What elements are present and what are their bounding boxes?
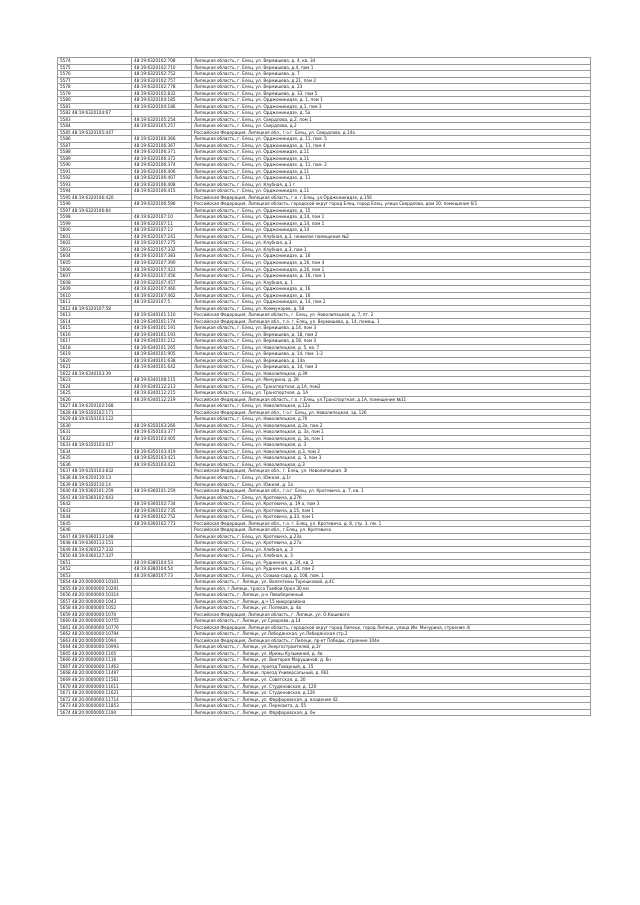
row-number-cell: 5588 [58,149,132,156]
registry-rows [58,58,591,716]
cadastral-number-cell: 48:19:6350103:421 [132,455,192,462]
address-cell: Липецкая область, г. Липецк, ул. Виктория Марушиной, д. 6н [192,657,591,664]
address-cell: Липецкая область, г. Елец, ул. Клубная, д.3, нежилое помещение №2 [192,233,591,240]
cadastral-number-cell: 48:19:6320107:423 [132,266,192,273]
cadastral-number-cell: 48:19:6320107:5 [132,299,192,306]
row-number-cell: 5667 48:20:0000000:11463 [58,663,132,670]
row-number-cell: 5606 [58,266,132,273]
address-cell: Липецкая область, г. Липецк, ул. Пересвета, д. 55 [192,703,591,710]
row-number-cell: 5578 [58,84,132,91]
row-number-cell: 5648 48:19:6360113:151 [58,540,132,547]
address-cell: Липецкая область, г. Елец, ул. Клубная, д.1 г [192,181,591,188]
row-number-cell: 5592 [58,175,132,182]
address-cell: Липецкая область, г. Елец, ул. Новолипецкая, д. 3 [192,442,591,449]
row-number-cell: 5643 [58,507,132,514]
row-number-cell: 5632 [58,435,132,442]
row-number-cell: 5646 [58,527,132,534]
row-number-cell: 5663 48:20:0000000:1094 [58,637,132,644]
address-cell: Липецкая область, г. Елец, ул. Новолипецкая, д. 3а, пом 1 [192,435,591,442]
cadastral-number-cell: 48:19:6320107:390 [132,259,192,266]
row-number-cell: 5584 [58,123,132,130]
address-cell: Липецкая область, г. Елец, ул. Орджоникидзе, д.16, пом 1 [192,266,591,273]
address-cell: Липецкая область, г. Елец, ул. Рудничная, д.24, пом 2 [192,566,591,573]
address-cell: Липецкая область, г. Елец, ул. Кротевича, д.23а [192,533,591,540]
row-number-cell: 5616 [58,331,132,338]
row-number-cell: 5650 48:19:6360127:337 [58,553,132,560]
row-number-cell: 5636 [58,461,132,468]
cadastral-number-cell: 48:19:6320107:12 [132,227,192,234]
row-number-cell: 5623 [58,377,132,384]
row-number-cell: 5629 48:19:6350103:122 [58,416,132,423]
row-number-cell: 5574 [58,58,132,65]
cadastral-number-cell: 48:19:6340101:265 [132,344,192,351]
row-number-cell: 5597 48:19:6320106:84 [58,207,132,214]
row-number-cell: 5633 48:19:6350103:417 [58,442,132,449]
address-cell: Липецкая область, г. Елец, ул. Вермишева, д. 7 [192,71,591,78]
address-cell: Липецкая область, г. Елец, ул. Вермишева, д. 14а [192,357,591,364]
row-number-cell: 5672 48:20:0000000:11714 [58,696,132,703]
address-cell: Липецкая область, г. Елец, ул. Орджоникидзе, д.14, пом 1 [192,220,591,227]
row-number-cell: 5659 48:20:0000000:1070 [58,611,132,618]
cadastral-number-cell: 48:19:6320107:10 [132,214,192,221]
cadastral-number-cell: 48:19:6320104:186 [132,103,192,110]
address-cell: Липецкая область, г. Елец, ул. Клубная, д.3 [192,240,591,247]
address-cell: Липецкая область, г. Елец, ул. Орджоникидзе, д. 16 [192,286,591,293]
cadastral-number-cell: 48:19:6320102:757 [132,77,192,84]
address-cell: Липецкая область, г. Елец, ул. Орджоникидзе, д.11 [192,168,591,175]
row-number-cell: 5586 [58,136,132,143]
row-number-cell: 5639 48:19:6350110:14 [58,481,132,488]
address-cell: Российская Федерация, Липецкая обл., г.о. г. Елец, ул. Вермишева, д. 14, помещ. 1 [192,318,591,325]
row-number-cell: 5660 48:20:0000000:10755 [58,618,132,625]
address-cell: Липецкая область, г. Елец, ул. Кротевича, д.27а [192,540,591,547]
row-number-cell: 5634 [58,448,132,455]
address-cell: Липецкая область, г. Елец, ул. Созыва-сада, д. 108, пом. 1 [192,572,591,579]
address-cell: Российская Федерация, Липецкая обл., г.о.г. Елец, ул. Кротевича, д. 7, кв. 1 [192,488,591,495]
row-number-cell: 5656 48:20:0000000:10314 [58,592,132,599]
address-cell: Липецкая область, г. Елец, ул. Кротевича, д. 19 а, пом 3 [192,501,591,508]
address-cell: Липецкая область, г. Елец, ул. Орджоникидзе, д.14 [192,227,591,234]
address-cell: Липецкая область, г. Елец, ул. Вермишева, д. 14, пом 3 [192,364,591,371]
address-cell: Липецкая область, г. Елец, ул. Клубная, д. 1 [192,279,591,286]
row-number-cell: 5630 [58,422,132,429]
address-cell: Российская Федерация, Липецкая обл., г.о. г. Елец, ул. Кротевича, д. 8, стр. 3, пм. 1 [192,520,591,527]
registry-table [57,57,591,716]
cadastral-number-cell: 48:19:6320106:371 [132,149,192,156]
address-cell: Липецкая область, г. Елец, ул. Транспортная, д.1А, пом2 [192,383,591,390]
address-cell: Российская Федерация, Липецкая область, городской округ город Липецк, город Липецк, улица Им. Мичурина, строение 4/ [192,624,591,631]
cadastral-number-cell: 48:19:6320106:374 [132,162,192,169]
cadastral-number-cell: 48:19:6320106:407 [132,175,192,182]
address-cell: Липецкая область, г. Елец, ул. Южная, д. 1а [192,481,591,488]
address-cell: Липецкая область, г. Липецк, ул. Ирины Кузьминой, д. 4в [192,650,591,657]
cadastral-number-cell: 48:19:6350103:419 [132,448,192,455]
cadastral-number-cell: 48:19:6320106:366 [132,136,192,143]
address-cell: Липецкая область, г. Елец, ул. Вермишева, д. 23 [192,84,591,91]
row-number-cell: 5611 [58,299,132,306]
cadastral-number-cell: 48:19:6350103:405 [132,435,192,442]
row-number-cell: 5575 [58,64,132,71]
row-number-cell: 5671 48:20:0000000:11621 [58,690,132,697]
address-cell: Липецкая область, г. Елец, ул. Орджоникидзе, д. 5а [192,110,591,117]
address-cell: Липецкая область, г. Елец, ул. Вермишева, д. 14, пом. 1-2 [192,351,591,358]
row-number-cell: 5657 48:20:0000000:1043 [58,598,132,605]
address-cell: Липецкая область, г. Елец, ул. Новолипецкая, д.3а, пом 2 [192,422,591,429]
row-number-cell: 5642 [58,501,132,508]
row-number-cell: 5610 [58,292,132,299]
address-cell: Липецкая область, г. Елец, ул. Клубная, д.3, пом 1 [192,246,591,253]
cadastral-number-cell: 48:19:6360102:773 [132,520,192,527]
row-number-cell: 5604 [58,253,132,260]
address-cell: Российская Федерация, Липецкая обл., г.Елец, ул. Кротевича [192,527,591,534]
address-cell: Липецкая область, г. Елец, ул. Новолипецкая, д. 3, пом 3 [192,455,591,462]
row-number-cell: 5653 [58,572,132,579]
row-number-cell: 5590 [58,162,132,169]
cadastral-number-cell: 48:19:6360102:734 [132,501,192,508]
address-cell: Липецкая область, г. Елец, ул. Хлебная, д. 3 [192,546,591,553]
cadastral-number-cell: 48:19:6350103:422 [132,461,192,468]
cadastral-number-cell: 48:19:6320107:457 [132,279,192,286]
address-cell: Липецкая область, г. Липецк, ул.Лебедянская, ул.Лебедянская стр.2 [192,631,591,638]
address-cell: Липецкая область, г. Липецк, ул. Студеновская, д.12б [192,690,591,697]
row-number-cell: 5640 48:19:6360101:259 [58,488,132,495]
address-cell: Липецкая область, г. Елец, ул. Рудничная, д. 24, кв. 2 [192,559,591,566]
address-cell: Липецкая область, г. Липецк, проезд Универсальный, д. 6б1 [192,670,591,677]
row-number-cell: 5585 48:19:6320105:447 [58,129,132,136]
row-number-cell: 5619 [58,351,132,358]
row-number-cell: 5674 48:20:0000000:1190 [58,709,132,716]
row-number-cell: 5658 48:20:0000000:1052 [58,605,132,612]
address-cell: Российская Федерация, Липецкая область, г.о. г.Елец, ул.Транспортная, д.1А, помещение №11 [192,396,591,403]
row-number-cell: 5617 [58,338,132,345]
cadastral-number-cell: 48:19:6320102:708 [132,58,192,65]
cadastral-number-cell: 48:19:6340101:193 [132,331,192,338]
address-cell: Липецкая обл, г.Липецк, трасса Тамбов-Орел 30 км [192,585,591,592]
row-number-cell: 5591 [58,168,132,175]
address-cell: Российская Федерация, Липецкая область, г. Липецк, ул. О.Кошевого [192,611,591,618]
address-cell: Липецкая область, г. Елец, ул. Вермишева, д.4, пом 1 [192,64,591,71]
address-cell: Липецкая область, г. Елец, ул. Орджоникидзе, д.16, пом 4 [192,259,591,266]
row-number-cell: 5576 [58,71,132,78]
cadastral-number-cell: 48:19:6360101:259 [132,488,192,495]
row-number-cell: 5620 [58,357,132,364]
address-cell: Российская Федерация, Липецкая область, городской округ город Елец, город Елец, улица Свердлова, дом 10, помещение 6/1 [192,201,591,208]
address-cell: Липецкая область, г. Елец, ул. Орджоникидзе, д. 14, пом 2 [192,299,591,306]
row-number-cell: 5673 48:20:0000000:11853 [58,703,132,710]
address-cell: Липецкая область, г. Елец, ул. Новолипецкая, д.7б [192,416,591,423]
cadastral-number-cell: 48:19:6340101:905 [132,351,192,358]
address-cell: Липецкая область, г. Елец, ул. Кротевича, д.33, пом 1 [192,514,591,521]
cadastral-number-cell: 48:19:6340101:212 [132,338,192,345]
row-number-cell: 5595 48:19:6320106:420 [58,194,132,201]
cadastral-number-cell: 48:19:6350103:377 [132,429,192,436]
row-number-cell: 5614 [58,318,132,325]
address-cell: Липецкая область, г. Елец, ул. Новолипецкая, д. 3а, пом 1 [192,429,591,436]
row-number-cell: 5582 48:19:6320104:67 [58,110,132,117]
row-number-cell: 5665 48:20:0000000:1105 [58,650,132,657]
address-cell: Липецкая область, г. Елец, ул. Новолипецкая, д.39 [192,370,591,377]
address-cell: Липецкая область, г. Липецк, ул.Энергостроителей, д.3г [192,644,591,651]
cadastral-number-cell: 48:19:6340108:115 [132,377,192,384]
cadastral-number-cell: 48:19:6380107:73 [132,572,192,579]
cadastral-number-cell: 48:19:6320102:710 [132,64,192,71]
cadastral-number-cell: 48:19:6320107:241 [132,233,192,240]
row-number-cell: 5612 48:19:6320107:58 [58,305,132,312]
row-number-cell: 5587 [58,142,132,149]
address-cell: Липецкая область, г. Елец, ул. Орджоникидзе, д. 11, пом 4 [192,142,591,149]
cadastral-number-cell: 48:19:6320104:185 [132,97,192,104]
cadastral-number-cell: 48:19:6320107:11 [132,220,192,227]
row-number-cell: 5641 48:19:6360102:643 [58,494,132,501]
row-number-cell: 5579 [58,90,132,97]
cadastral-number-cell: 48:19:6350103:266 [132,422,192,429]
cadastral-number-cell: 48:19:6320107:462 [132,292,192,299]
address-cell: Липецкая область, г. Елец, ул. Вермишева, д.14, пом 3 [192,325,591,332]
row-number-cell: 5602 [58,240,132,247]
row-number-cell: 5622 48:19:6340103:39 [58,370,132,377]
address-cell: Липецкая область, г. Елец, ул. Мичурина, д. 2б [192,377,591,384]
cadastral-number-cell: 48:19:6320106:596 [132,201,192,208]
cadastral-number-cell: 48:19:6340101:110 [132,312,192,319]
address-cell: Липецкая область, г. Липецк, ул. Валентины Терешковой, д.4С [192,579,591,586]
cadastral-number-cell: 48:19:6320105:257 [132,123,192,130]
cadastral-number-cell: 48:19:6340112:219 [132,396,192,403]
row-number-cell: 5603 [58,246,132,253]
row-number-cell: 5594 [58,188,132,195]
cadastral-number-cell [132,709,192,716]
cadastral-number-cell: 48:19:6340101:638 [132,357,192,364]
address-cell: Липецкая область, г. Липецк, ул. Фарфоровская, д. 6н [192,709,591,716]
row-number-cell: 5583 [58,116,132,123]
address-cell: Липецкая область, г. Липецк, д.ч 15 микрорайона [192,598,591,605]
cadastral-number-cell: 48:19:6320107:383 [132,253,192,260]
address-cell: Российская Федерация, Липецкая область, г.Липецк, пр-кт Победы, строение 104е [192,637,591,644]
address-cell: Липецкая область, г. Елец, ул. Южная, д.1г [192,475,591,482]
row-number-cell: 5635 [58,455,132,462]
row-number-cell: 5621 [58,364,132,371]
cadastral-number-cell: 48:19:6340101:191 [132,325,192,332]
address-cell: Липецкая область, г. Елец, ул. Вермишева, д.18, пом 3 [192,338,591,345]
row-number-cell: 5628 48:19:6350102:171 [58,409,132,416]
address-cell: Липецкая область, г. Елец, ул. Хлебная, д. 3 [192,553,591,560]
address-cell: Липецкая область, г. Елец, ул. Орджоникидзе, д.11 [192,149,591,156]
address-cell: Липецкая область, г. Елец, ул. Кротевича, д.27б [192,494,591,501]
row-number-cell: 5669 48:20:0000000:11561 [58,676,132,683]
row-number-cell: 5638 48:19:6350110:13 [58,475,132,482]
address-cell: Липецкая область, г. Елец, ул. Орджоникидзе, д. 16 [192,253,591,260]
row-number-cell: 5599 [58,220,132,227]
row-number-cell: 5577 [58,77,132,84]
cadastral-number-cell: 48:19:6380104:53 [132,559,192,566]
row-number-cell: 5647 48:19:6360113:148 [58,533,132,540]
cadastral-number-cell: 48:19:6320106:408 [132,181,192,188]
address-cell: Липецкая область, г. Липецк, ул.Суворова, д.14 [192,618,591,625]
row-number-cell: 5664 48:20:0000000:10993 [58,644,132,651]
address-cell: Липецкая область, г. Липецк, ул. Полевая, д. 4в [192,605,591,612]
cadastral-number-cell: 48:19:6320102:832 [132,90,192,97]
cadastral-number-cell: 48:19:6320106:406 [132,168,192,175]
row-number-cell: 5666 48:20:0000000:1116 [58,657,132,664]
row-number-cell: 5609 [58,286,132,293]
row-number-cell: 5668 48:20:0000000:11497 [58,670,132,677]
address-cell: Липецкая область, г. Елец, ул. Орджоникидзе, д. 16, пом 1 [192,273,591,280]
cadastral-number-cell: 48:19:6320102:752 [132,71,192,78]
cadastral-number-cell: 48:19:6320107:460 [132,286,192,293]
row-number-cell: 5637 48:19:6350103:832 [58,468,132,475]
cadastral-number-cell: 48:19:6320107:456 [132,273,192,280]
address-cell: Липецкая область, г. Липецк, ул. Студеновская, д. 120 [192,683,591,690]
address-cell: Липецкая область, г. Елец, ул. Орджоникидзе, д.11 [192,155,591,162]
cadastral-number-cell: 48:19:6320107:275 [132,240,192,247]
address-cell: Российская Федерация, Липецкая обл., г.о.г. Елец, ул. Свердлова, д.14а [192,129,591,136]
address-cell: Липецкая область, г. Елец, ул. Орджоникидзе, д. 11 [192,175,591,182]
address-cell: Российская Федерация, Липецкая обл., г.о.г. Елец, ул. Новолипецкая, зд. 12б [192,409,591,416]
row-number-cell: 5661 48:20:0000000:10776 [58,624,132,631]
row-number-cell: 5601 [58,233,132,240]
row-number-cell: 5631 [58,429,132,436]
address-cell: Липецкая область, г. Елец, ул. Новолипецкая, д. 5, кв. 7 [192,344,591,351]
cadastral-number-cell: 48:19:6340112:213 [132,383,192,390]
address-cell: Липецкая область, г. Елец, ул. Орджоникидзе, д. 15 [192,207,591,214]
cadastral-number-cell: 48:19:6360102:752 [132,514,192,521]
address-cell: Липецкая область, г. Липецк, р-н Левобережный [192,592,591,599]
row-number-cell: 5626 [58,396,132,403]
address-cell: Липецкая область, г. Елец, ул. Новолипецкая, д.3, пом 2 [192,448,591,455]
row-number-cell: 5625 [58,390,132,397]
address-cell: Липецкая область, г. Елец, ул. Орджоникидзе, д.1, пом 3 [192,103,591,110]
row-number-cell: 5644 [58,514,132,521]
table-row [58,709,591,716]
address-cell: Липецкая область, г. Липецк, ул. Фарфоровская, д. владение 42 [192,696,591,703]
address-cell: Липецкая область, г. Елец, ул. Орджоникидзе, д. 16 [192,292,591,299]
row-number-cell: 5652 [58,566,132,573]
cadastral-number-cell: 48:19:6320105:254 [132,116,192,123]
address-cell: Липецкая область, г. Елец, ул. Свердлова, д.2, пом 1 [192,116,591,123]
row-number-cell: 5627 48:19:6350102:168 [58,403,132,410]
row-number-cell: 5651 [58,559,132,566]
row-number-cell: 5645 [58,520,132,527]
row-number-cell: 5618 [58,344,132,351]
cadastral-number-cell: 48:19:6320102:778 [132,84,192,91]
address-cell: Липецкая область, г. Елец, ул. Орджоникидзе, д. 11, пом. 5 [192,136,591,143]
cadastral-number-cell: 48:19:6340112:215 [132,390,192,397]
row-number-cell: 5580 [58,97,132,104]
cadastral-number-cell: 48:19:6380104:54 [132,566,192,573]
row-number-cell: 5598 [58,214,132,221]
row-number-cell: 5605 [58,259,132,266]
address-cell: Российская Федерация, Липецкая обл., г. Елец, ул. Новолипецкая, 3l [192,468,591,475]
address-cell: Липецкая область, г. Липецк, ул. Советская, д. 20 [192,676,591,683]
row-number-cell: 5593 [58,181,132,188]
row-number-cell: 5613 [58,312,132,319]
address-cell: Липецкая область, г. Елец, ул. Транспортная, д. 1А [192,390,591,397]
address-cell: Липецкая область, г. Елец, ул. Новолипецкая, д.3 [192,461,591,468]
row-number-cell: 5654 48:20:0000000:10101 [58,579,132,586]
row-number-cell: 5581 [58,103,132,110]
address-cell: Липецкая область, г. Елец, ул. Вермишева, д. 4, кв. 34 [192,58,591,65]
row-number-cell: 5655 48:20:0000000:10291 [58,585,132,592]
row-number-cell: 5615 [58,325,132,332]
cadastral-number-cell: 48:19:6340101:642 [132,364,192,371]
address-cell: Липецкая область, г. Елец, ул. Орджоникидзе, д. 1, пом 1 [192,97,591,104]
cadastral-number-cell: 48:19:6320106:415 [132,188,192,195]
address-cell: Липецкая область, г. Елец, ул. Вермишева, д. 18, пом 2 [192,331,591,338]
row-number-cell: 5670 48:20:0000000:11611 [58,683,132,690]
address-cell: Липецкая область, г. Елец, ул. Вермишева, д. 33, пом 5 [192,90,591,97]
address-cell: Липецкая область, г. Елец, ул. Орджоникидзе, д.14, пом 1 [192,214,591,221]
row-number-cell: 5608 [58,279,132,286]
cadastral-number-cell: 48:19:6340101:174 [132,318,192,325]
address-cell: Липецкая область, г. Липецк, проезд Товарный, д. 15 [192,663,591,670]
address-cell: Российская Федерация, Липецкая область, г. Елец, ул. Новолипецкая, д. 7, пт. 2 [192,312,591,319]
row-number-cell: 5607 [58,273,132,280]
address-cell: Липецкая область, г. Елец, ул. Новолипецкая, д.12а [192,403,591,410]
row-number-cell: 5600 [58,227,132,234]
address-cell: Липецкая область, г. Елец, ул. Кротевича, д.15, пом 1 [192,507,591,514]
address-cell: Российская Федерация, Липецкая область, г.о. г.Елец, ул.Орджоникидзе, д.15б [192,194,591,201]
row-number-cell: 5662 48:20:0000000:10794 [58,631,132,638]
address-cell: Липецкая область, г. Елец, ул. Орджоникидзе, д.11 [192,188,591,195]
cadastral-number-cell: 48:19:6320107:332 [132,246,192,253]
cadastral-number-cell: 48:19:6320106:372 [132,155,192,162]
address-cell: Липецкая область, г. Елец, ул. Свердлова, д.2 [192,123,591,130]
row-number-cell: 5624 [58,383,132,390]
registry-sheet [57,57,590,716]
address-cell: Липецкая область, г. Елец, ул. Вермишева, д.21, пом 2 [192,77,591,84]
address-cell: Липецкая область, г. Елец, ул. Коммунаров, д. 58 [192,305,591,312]
address-cell: Липецкая область, г. Елец, ул. Орджоникидзе, д. 11, пом. 2 [192,162,591,169]
row-number-cell: 5589 [58,155,132,162]
cadastral-number-cell: 48:19:6360102:735 [132,507,192,514]
row-number-cell: 5649 48:19:6360127:332 [58,546,132,553]
cadastral-number-cell: 48:19:6320106:367 [132,142,192,149]
row-number-cell: 5596 [58,201,132,208]
